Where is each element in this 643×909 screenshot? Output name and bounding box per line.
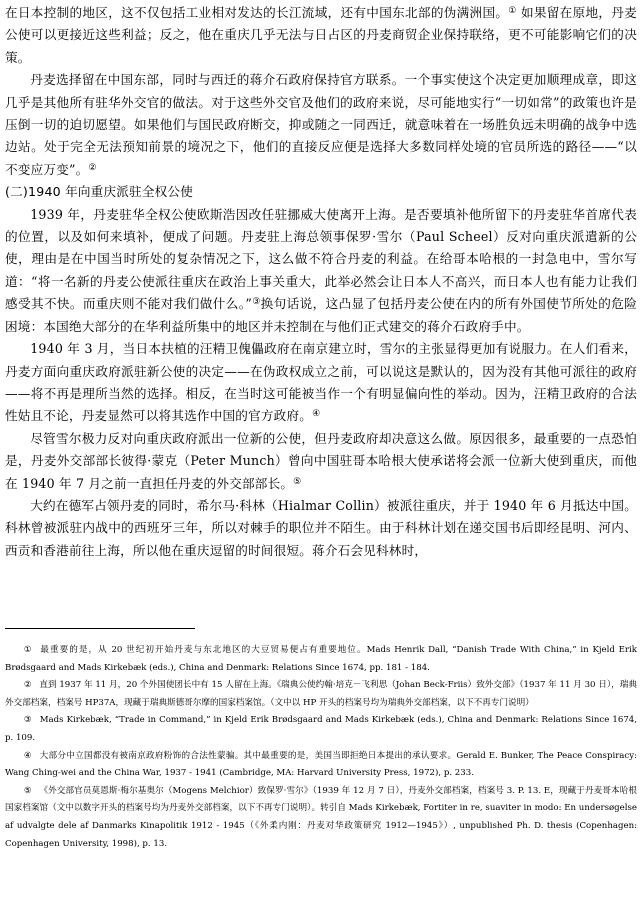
- paragraph-1-rest: 如果留在原地，丹麦公使可以更接近这些利益；反之，他在重庆几乎无法与日占区的丹麦商贸企业保持联络，更不可能影响它们的决策。: [5, 5, 637, 65]
- footnote-ref-3[interactable]: ③: [252, 297, 261, 308]
- footnote-number: ④: [23, 750, 32, 761]
- footnote-5: [5, 783, 637, 853]
- body-text: [5, 2, 637, 562]
- footnote-text: 大部分中立国都没有被南京政府粉饰的合法性蒙骗。其中最重要的是，美国当即拒绝日本提出的承认要求。Gerald E. Bunker, The Peace Conspiracy: Wang Ching-wei and the China War, 1937 - 1941 (Cambridge, MA: Harvard University Press, 1972), p. 233.: [5, 750, 637, 779]
- footnote-4: [5, 748, 637, 783]
- footnotes: [5, 642, 637, 853]
- paragraph-5: [5, 428, 637, 495]
- footnote-ref-4[interactable]: ④: [312, 409, 321, 420]
- footnote-number: ③: [23, 715, 32, 726]
- paragraph-3-rest: 换句话说，这凸显了包括丹麦公使在内的所有外国使节所处的危险困境：本国绝大部分的在华利益所集中的地区并未控制在与他们正式建交的蒋介石政府手中。: [5, 296, 637, 334]
- paragraph-4-text: 1940 年 3 月，当日本扶植的汪精卫傀儡政府在南京建立时，雪尔的主张显得更加有说服力。在人们看来，丹麦方面向重庆政府派驻新公使的决定——在伪政权成立之前，可以说这是默认的，因为没有其他可派往的政府——将不再是理所当然的选择。相反，在当时这可能被当作一个有明显偏向性的举动。因为，汪精卫政府的合法性姑且不论，丹麦显然可以将其选作中国的官方政府。: [5, 341, 637, 424]
- paragraph-3: [5, 204, 637, 338]
- paragraph-4: [5, 338, 637, 428]
- footnote-ref-5[interactable]: ⑤: [293, 476, 302, 487]
- paragraph-1-lead: 在日本控制的地区，这不仅包括工业相对发达的长江流域，还有中国东北部的伪满洲国。: [5, 5, 509, 20]
- paragraph-2: [5, 69, 637, 181]
- footnote-1: [5, 642, 637, 677]
- paragraph-3-text: 1939 年，丹麦驻华全权公使欧斯浩因改任驻挪威大使离开上海。是否要填补他所留下的丹麦驻华首席代表的位置，以及如何来填补，便成了问题。丹麦驻上海总领事保罗·雪尔（Paul Scheel）反对向重庆派遣新的公使，理由是在中国当时所处的复杂情况之下，这么做不符合丹麦的利益。在给哥本哈根的一封急电中，雪尔写道：“将一名新的丹麦公使派往重庆在政治上事关重大，此举必然会让日本人不高兴，而日本人也有能力让我们感受其不快。而重庆则不能对我们做什么。”: [5, 206, 637, 312]
- footnote-text: 最重要的是，从 20 世纪初开始丹麦与东北地区的大豆贸易便占有重要地位。Mads Henrik Dall, “Danish Trade With China,” in Kjeld Erik Brødsgaard and Mads Kirkebæk (eds.), China and Denmark: Relations Since 1674, pp. 181 - 184.: [5, 645, 637, 673]
- paragraph-1: [5, 2, 637, 69]
- footnote-text: 直到 1937 年 11 月，20 个外国使团长中有 15 人留在上海。《瑞典公使约翰·培克－飞利思（Johan Beck-Friis）致外交部》（1937 年 11 月 30 日），瑞典外交部档案，档案号 HP37A，现藏于瑞典斯德哥尔摩的国家档案馆。（文中以 HP 开头的档案号均为瑞典外交部档案，以下不再专门说明）: [5, 680, 637, 708]
- footnote-number: ⑤: [23, 785, 32, 796]
- footnote-divider: [5, 628, 195, 629]
- footnote-text: Mads Kirkebæk, “Trade in Command,” in Kjeld Erik Brødsgaard and Mads Kirkebæk (eds.), China and Denmark: Relations Since 1674, p. 109.: [5, 715, 637, 743]
- footnote-number: ②: [23, 680, 32, 691]
- footnote-ref-2[interactable]: ②: [88, 162, 97, 173]
- section-heading: (二)1940 年向重庆派驻全权公使: [5, 184, 194, 200]
- paragraph-6: [5, 495, 637, 562]
- paragraph-6-text: 大约在德军占领丹麦的同时，希尔马·科林（Hialmar Collin）被派往重庆，并于 1940 年 6 月抵达中国。科林曾被派驻内战中的西班牙三年，所以对棘手的职位并不陌生。由于科林计划在递交国书后即经昆明、河内、西贡和香港前往上海，所以他在重庆逗留的时间很短。蒋介石会见科林时，: [5, 497, 637, 558]
- paragraph-2-text: 丹麦选择留在中国东部，同时与西迁的蒋介石政府保持官方联系。一个事实使这个决定更加顺理成章，即这几乎是其他所有驻华外交官的做法。对于这些外交官及他们的政府来说，尽可能地实行“一切如常”的政策也许是压倒一切的迫切愿望。如果他们与国民政府断交，抑或随之一同西迁，就意味着在一场胜负远未明确的战争中选边站。处于完全无法预知前景的境况之下，他们的直接反应便是选择大多数同样处境的官员所选的路径——“以不变应万变”。: [5, 72, 637, 177]
- footnote-2: [5, 677, 637, 712]
- paragraph-5-text: 尽管雪尔极力反对向重庆政府派出一位新的公使，但丹麦政府却决意这么做。原因很多，最重要的一点恐怕是，丹麦外交部部长彼得·蒙克（Peter Munch）曾向中国驻哥本哈根大使承诺将会派一位新大使到重庆，而他在 1940 年 7 月之前一直担任丹麦的外交部部长。: [5, 430, 637, 491]
- footnote-3: [5, 712, 637, 747]
- footnote-text: 《外交部官员莫恩斯·梅尔基奥尔（Mogens Melchior）致保罗·雪尔》（1939 年 12 月 7 日），丹麦外交部档案，档案号 3. P. 13. E，现藏于丹麦哥本哈根国家档案馆（文中以数字开头的档案号均为丹麦外交部档案，以下不再专门说明）。转引自 Mads Kirkebæk, Fortiter in re, suaviter in modo: En undersøgelse af udvalgte dele af Danmarks Kinapolitik 1912 - 1945（《外柔内刚：丹麦对华政策研究 1912—1945》）, unpublished Ph. D. thesis (Copenhagen: Copenhagen University, 1998), p. 13.: [5, 785, 637, 849]
- footnote-ref-1[interactable]: ①: [508, 6, 517, 16]
- footnote-number: ①: [23, 645, 33, 655]
